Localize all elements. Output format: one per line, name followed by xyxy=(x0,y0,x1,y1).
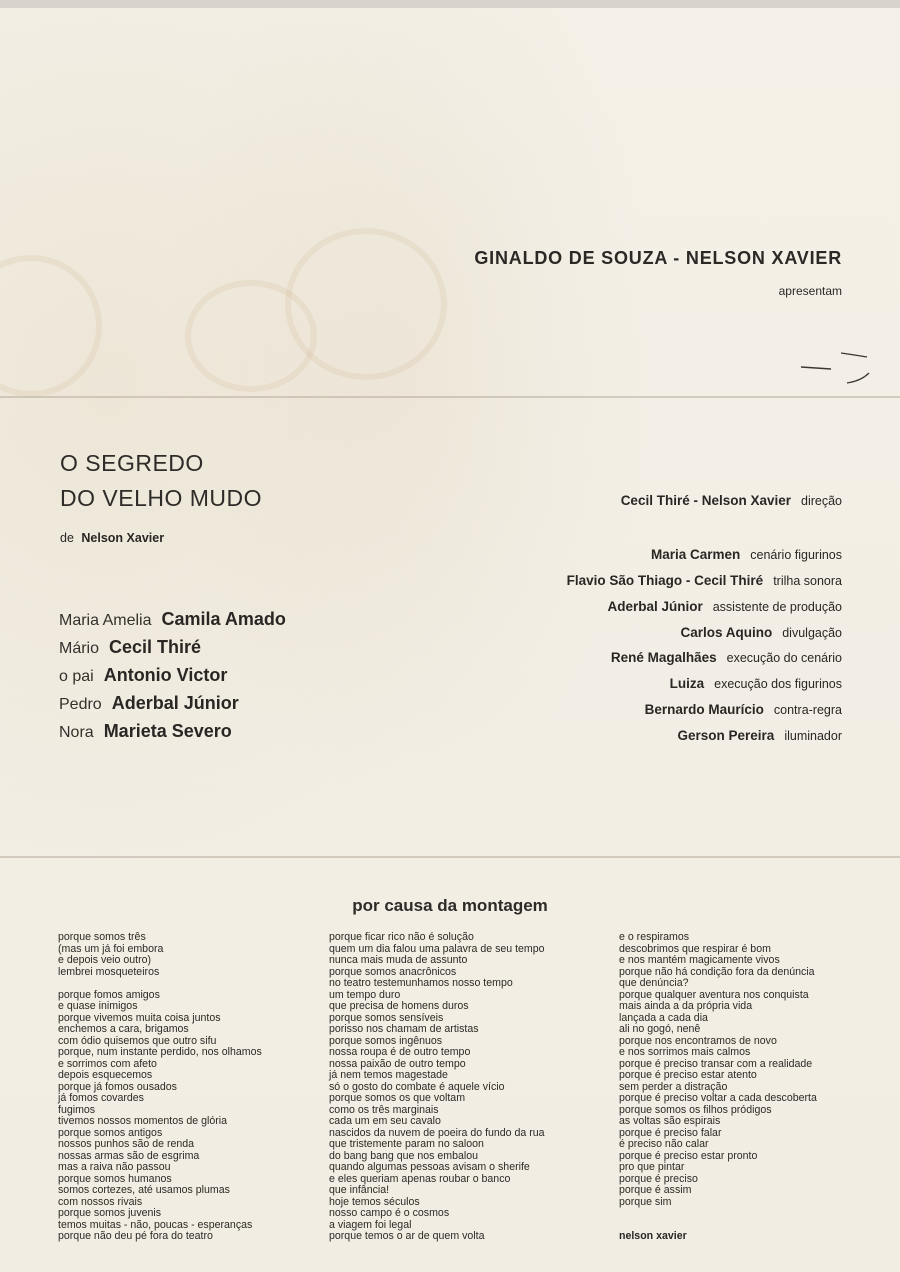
poem-title: por causa da montagem xyxy=(352,896,548,915)
poem-line: que denúncia? xyxy=(619,977,689,989)
crew-row xyxy=(645,702,842,717)
presenters-line: GINALDO DE SOUZA - NELSON XAVIER xyxy=(474,248,842,268)
poem-line: porisso nos chamam de artistas xyxy=(329,1023,479,1035)
poem-column-2 xyxy=(329,932,545,1243)
poem-line: com nossos rivais xyxy=(58,1195,143,1208)
cast-role: Mário xyxy=(59,640,100,657)
crew-function: iluminador xyxy=(784,729,842,743)
cast-role: o pai xyxy=(59,668,94,685)
poem-line: porque somos juvenis xyxy=(58,1207,162,1219)
pen-mark-icon xyxy=(795,345,875,390)
poem-line: e quase inimigos xyxy=(58,1000,138,1012)
poem-column-3 xyxy=(619,932,817,1208)
poem-line: do bang bang que nos embalou xyxy=(329,1149,479,1162)
poem-line: (mas um já foi embora xyxy=(58,942,164,955)
crew-name: Gerson Pereira xyxy=(677,728,775,743)
poem-line: como os três marginais xyxy=(329,1103,439,1116)
poem-line: lançada a cada dia xyxy=(619,1011,708,1024)
poem-line: porque somos antigos xyxy=(58,1126,163,1139)
poem-line: é preciso não calar xyxy=(619,1138,709,1150)
cast-actor: Cecil Thiré xyxy=(109,637,202,657)
coffee-stain xyxy=(0,255,102,397)
crew-name: Luiza xyxy=(669,676,705,691)
poem-line: porque é preciso transar com a realidade xyxy=(619,1057,813,1070)
poem-line: só o gosto do combate é aquele vício xyxy=(329,1080,505,1093)
poem-line: porque já fomos ousados xyxy=(58,1080,177,1093)
poem-line: porque vivemos muita coisa juntos xyxy=(58,1011,221,1024)
poem-line: que infância! xyxy=(329,1184,390,1196)
poem-line: porque somos anacrônicos xyxy=(329,965,457,978)
crew-name: Maria Carmen xyxy=(650,547,741,562)
poem-line: hoje temos séculos xyxy=(329,1195,420,1208)
cast-role: Pedro xyxy=(59,696,102,713)
crew-name: Flavio São Thiago - Cecil Thiré xyxy=(566,573,764,588)
crew-name: Cecil Thiré - Nelson Xavier xyxy=(620,493,791,508)
poem-line: porque nos encontramos de novo xyxy=(619,1034,777,1047)
poem-line: nossa paixão de outro tempo xyxy=(329,1057,466,1070)
play-title-line2: DO VELHO MUDO xyxy=(60,485,263,511)
crew-row xyxy=(621,493,842,508)
play-title xyxy=(60,446,262,516)
poem-line: porque é preciso falar xyxy=(619,1126,722,1139)
poem-column-1 xyxy=(58,932,262,1243)
poem-line: porque temos o ar de quem volta xyxy=(329,1230,485,1242)
poem-line: quem um dia falou uma palavra de seu tempo xyxy=(329,942,545,955)
poem-line: somos cortezes, até usamos plumas xyxy=(58,1184,230,1196)
crew-function: assistente de produção xyxy=(712,600,842,614)
play-title-line1: O SEGREDO xyxy=(60,450,204,476)
crew-row xyxy=(678,728,842,743)
scan-edge xyxy=(0,0,900,8)
fold-line xyxy=(0,856,900,858)
poem-line: porque não há condição fora da denúncia xyxy=(619,965,815,978)
crew-name: Carlos Aquino xyxy=(680,625,773,640)
poem-line: nossa roupa é de outro tempo xyxy=(329,1046,471,1058)
poem-line: a viagem foi legal xyxy=(329,1218,412,1231)
poem-line: mas a raiva não passou xyxy=(58,1161,171,1173)
poem-line: porque somos humanos xyxy=(58,1172,172,1185)
cast-row xyxy=(59,637,286,665)
poem-line: e eles queriam apenas roubar o banco xyxy=(329,1172,511,1185)
poem-line: nunca mais muda de assunto xyxy=(329,954,468,966)
poem-line: tivemos nossos momentos de glória xyxy=(58,1115,227,1127)
crew-row xyxy=(611,650,842,665)
poem-line: fugimos xyxy=(58,1103,96,1116)
crew-function: direção xyxy=(801,494,842,508)
presents-text: apresentam xyxy=(778,284,842,298)
cast-list xyxy=(59,609,286,749)
poem-line: enchemos a cara, brigamos xyxy=(58,1023,189,1035)
poem-line: temos muitas - não, poucas - esperanças xyxy=(58,1218,253,1231)
crew-function: contra-regra xyxy=(773,703,842,717)
crew-function: divulgação xyxy=(782,626,842,640)
crew-name: Aderbal Júnior xyxy=(607,599,703,614)
author-name: Nelson Xavier xyxy=(81,531,165,545)
poem-signature: nelson xavier xyxy=(619,1230,687,1242)
crew-row xyxy=(651,547,842,562)
crew-name: René Magalhães xyxy=(610,650,717,665)
crew-row xyxy=(607,599,842,614)
poem-line: e depois veio outro) xyxy=(58,954,152,966)
poem-line: porque somos sensíveis xyxy=(329,1011,444,1024)
cast-actor: Camila Amado xyxy=(161,609,286,629)
cast-row xyxy=(59,665,286,693)
coffee-stain xyxy=(285,228,447,380)
poem-line: porque somos três xyxy=(58,931,146,943)
cast-role: Maria Amelia xyxy=(59,612,152,629)
poem-line: porque somos os filhos pródigos xyxy=(619,1103,772,1116)
poem-line: um tempo duro xyxy=(329,988,401,1001)
crew-row xyxy=(680,625,842,640)
cast-row xyxy=(59,609,286,637)
poem-line: e nos sorrimos mais calmos xyxy=(619,1046,751,1058)
fold-line xyxy=(0,396,900,398)
crew-row xyxy=(567,573,842,588)
crew-function: trilha sonora xyxy=(773,574,842,588)
poem-line: nossas armas são de esgrima xyxy=(58,1149,200,1162)
poem-line: e nos mantém magicamente vivos xyxy=(619,954,780,966)
poem-line: porque é preciso estar pronto xyxy=(619,1149,758,1162)
poem-line: já nem temos magestade xyxy=(329,1069,448,1081)
byline xyxy=(60,531,164,545)
cast-actor: Antonio Victor xyxy=(103,665,228,685)
byline-prefix: de xyxy=(60,531,74,545)
poem-line: no teatro testemunhamos nosso tempo xyxy=(329,977,513,989)
cast-actor: Marieta Severo xyxy=(103,721,232,741)
poem-line: as voltas são espirais xyxy=(619,1115,721,1127)
poem-line: porque é preciso estar atento xyxy=(619,1069,757,1081)
poem-line: descobrimos que respirar é bom xyxy=(619,942,771,955)
poem-line: ali no gogó, nenê xyxy=(619,1023,701,1035)
poem-line: depois esquecemos xyxy=(58,1069,153,1081)
poem-line: nascidos da nuvem de poeira do fundo da rua xyxy=(329,1126,545,1139)
crew-name: Bernardo Maurício xyxy=(644,702,764,717)
poem-line: já fomos covardes xyxy=(58,1092,144,1104)
poem-line: com ódio quisemos que outro sifu xyxy=(58,1034,217,1047)
poem-line: pro que pintar xyxy=(619,1161,685,1173)
poem-line: porque ficar rico não é solução xyxy=(329,931,474,943)
poem-line: porque sim xyxy=(619,1195,672,1208)
cast-actor: Aderbal Júnior xyxy=(111,693,239,713)
crew-function: cenário figurinos xyxy=(750,548,842,562)
poem-line: sem perder a distração xyxy=(619,1080,728,1093)
poem-line: porque fomos amigos xyxy=(58,988,160,1001)
crew-function: execução do cenário xyxy=(726,651,842,665)
poem-line: quando algumas pessoas avisam o sherife xyxy=(329,1161,530,1173)
poem-line xyxy=(58,978,262,990)
crew-row xyxy=(670,676,842,691)
poem-line: que precisa de homens duros xyxy=(329,1000,469,1012)
cast-row xyxy=(59,721,286,749)
poem-line: porque não deu pé fora do teatro xyxy=(58,1230,213,1242)
poem-line: cada um em seu cavalo xyxy=(329,1115,441,1127)
poem-line: que tristemente param no saloon xyxy=(329,1138,484,1150)
poem-line: porque é assim xyxy=(619,1184,692,1196)
poem-line: porque é preciso voltar a cada descoberta xyxy=(619,1092,817,1104)
poem-line: porque somos ingênuos xyxy=(329,1034,443,1047)
poem-line: porque qualquer aventura nos conquista xyxy=(619,988,809,1001)
poem-line: porque somos os que voltam xyxy=(329,1092,466,1104)
poem-line: porque é preciso xyxy=(619,1172,698,1185)
poem-line: e sorrimos com afeto xyxy=(58,1057,157,1070)
crew-function: execução dos figurinos xyxy=(714,677,842,691)
cast-role: Nora xyxy=(59,724,94,741)
poem-line: nosso campo é o cosmos xyxy=(329,1207,450,1219)
cast-row xyxy=(59,693,286,721)
poem-line: porque, num instante perdido, nos olhamos xyxy=(58,1046,262,1058)
poem-line: e o respiramos xyxy=(619,931,690,943)
poem-line: nossos punhos são de renda xyxy=(58,1138,195,1150)
poem-line: mais ainda a da própria vida xyxy=(619,1000,753,1012)
poem-line: lembrei mosqueteiros xyxy=(58,965,160,978)
